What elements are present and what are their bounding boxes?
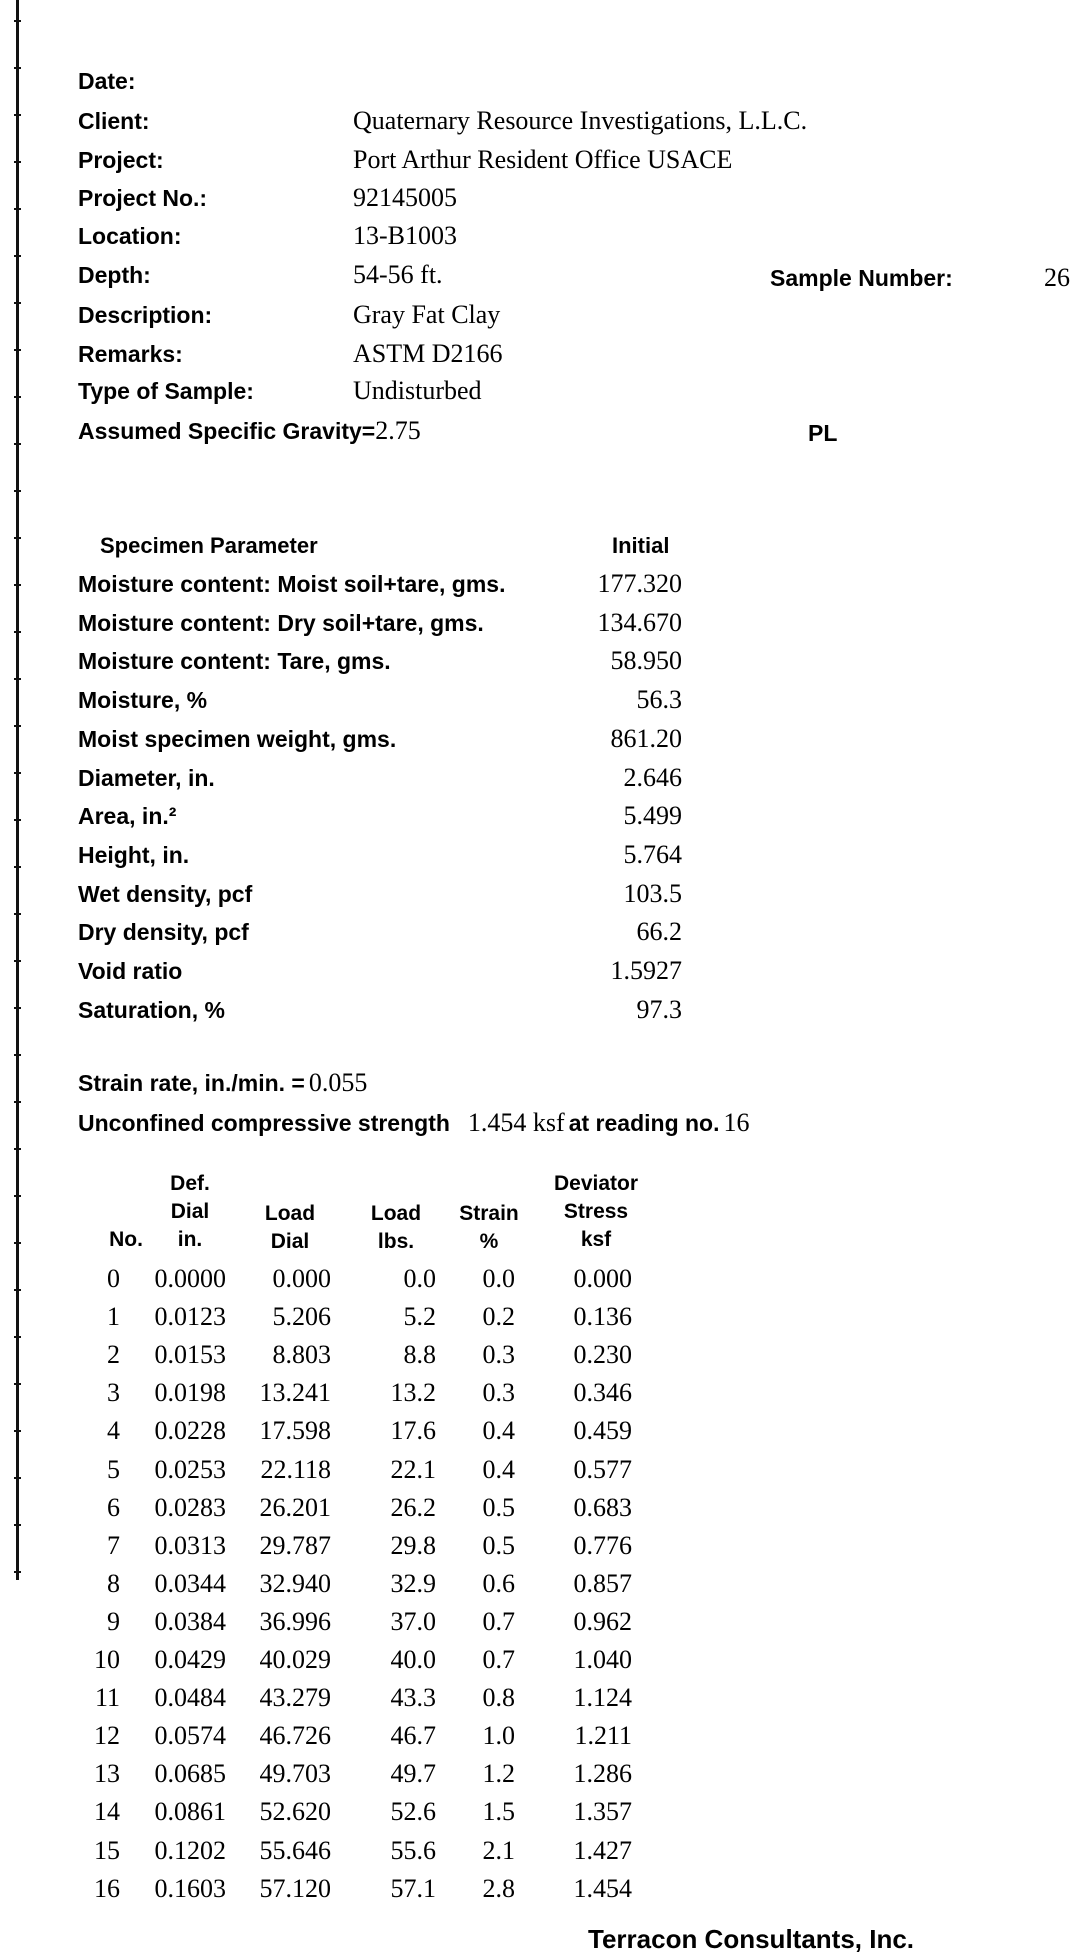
col-header-deviator-1: Deviator [553, 1172, 639, 1195]
scan-edge-tick [14, 349, 21, 351]
load-dial-value: 32.940 [259, 1569, 331, 1598]
depth-value: 54-56 ft. [353, 260, 443, 289]
scan-edge-tick [14, 1336, 21, 1338]
load-dial-value: 17.598 [259, 1416, 331, 1445]
location-value: 13-B1003 [353, 221, 457, 250]
deviator-stress-value: 1.040 [573, 1645, 632, 1674]
load-dial-value: 26.201 [259, 1493, 331, 1522]
col-header-deviator-3: ksf [580, 1228, 612, 1251]
scan-edge-tick [14, 396, 21, 398]
deviator-stress-value: 1.211 [574, 1721, 632, 1750]
project-label: Project: [78, 147, 164, 173]
strain-value: 0.5 [482, 1531, 515, 1560]
scan-edge-tick [14, 960, 21, 962]
specimen-param-label: Moisture content: Tare, gms. [78, 648, 391, 674]
specimen-param-label: Wet density, pcf [78, 881, 253, 907]
def-dial-value: 0.0000 [154, 1264, 226, 1293]
load-lbs-value: 37.0 [390, 1607, 436, 1636]
specimen-param-label: Height, in. [78, 842, 190, 868]
specimen-param-label: Diameter, in. [78, 765, 215, 791]
def-dial-value: 0.0574 [154, 1721, 226, 1750]
load-dial-value: 36.996 [259, 1607, 331, 1636]
description-label: Description: [78, 302, 213, 328]
load-lbs-value: 5.2 [403, 1302, 436, 1331]
def-dial-value: 0.0313 [154, 1531, 226, 1560]
reading-no: 4 [107, 1416, 120, 1445]
scan-edge-tick [14, 725, 21, 727]
load-lbs-value: 13.2 [390, 1378, 436, 1407]
project-value: Port Arthur Resident Office USACE [353, 145, 733, 174]
deviator-stress-value: 0.136 [573, 1302, 632, 1331]
deviator-stress-value: 1.357 [573, 1797, 632, 1826]
ucs-line [78, 1108, 750, 1138]
load-lbs-value: 52.6 [390, 1797, 436, 1826]
strain-value: 0.6 [482, 1569, 515, 1598]
reading-no: 15 [94, 1836, 120, 1865]
strain-value: 0.8 [482, 1683, 515, 1712]
strain-value: 0.4 [482, 1455, 515, 1484]
reading-no: 0 [107, 1264, 120, 1293]
load-lbs-value: 8.8 [403, 1340, 436, 1369]
col-header-deviator-2: Stress [563, 1200, 629, 1223]
scan-edge-tick [14, 114, 21, 116]
load-dial-value: 22.118 [260, 1455, 331, 1484]
load-dial-value: 49.703 [259, 1759, 331, 1788]
specimen-param-value: 5.499 [623, 801, 682, 830]
scan-edge-tick [14, 1242, 21, 1244]
specimen-param-value: 2.646 [623, 763, 682, 792]
strain-value: 0.4 [482, 1416, 515, 1445]
load-dial-value: 29.787 [259, 1531, 331, 1560]
type-of-sample-value: Undisturbed [353, 376, 482, 405]
col-header-strain-1: Strain [459, 1202, 519, 1225]
reading-no: 5 [107, 1455, 120, 1484]
specimen-param-label: Area, in.² [78, 803, 177, 829]
reading-no: 11 [94, 1683, 120, 1712]
load-dial-value: 13.241 [259, 1378, 331, 1407]
deviator-stress-value: 1.286 [573, 1759, 632, 1788]
reading-no: 10 [94, 1645, 120, 1674]
deviator-stress-value: 1.454 [573, 1874, 632, 1903]
reading-label: at reading no. [568, 1110, 720, 1136]
deviator-stress-value: 0.776 [573, 1531, 632, 1560]
deviator-stress-value: 0.962 [573, 1607, 632, 1636]
load-dial-value: 55.646 [259, 1836, 331, 1865]
col-header-def-dial-1: Def. [170, 1172, 210, 1195]
scan-edge-tick [14, 913, 21, 915]
specific-gravity-value: 2.75 [375, 416, 421, 445]
load-lbs-value: 43.3 [390, 1683, 436, 1712]
def-dial-value: 0.1603 [154, 1874, 226, 1903]
scan-edge-tick [14, 208, 21, 210]
scan-edge-tick [14, 490, 21, 492]
date-label: Date: [78, 68, 136, 94]
col-header-load-dial-2: Dial [270, 1230, 310, 1253]
load-dial-value: 5.206 [272, 1302, 331, 1331]
sample-number-value: 26 [1044, 263, 1070, 292]
def-dial-value: 0.0484 [154, 1683, 226, 1712]
scan-edge-tick [14, 1007, 21, 1009]
col-header-load-dial-1: Load [264, 1202, 316, 1225]
strain-rate [78, 1068, 367, 1098]
col-header-strain-2: % [479, 1230, 499, 1253]
specimen-param-label: Void ratio [78, 958, 183, 984]
project-no-label: Project No.: [78, 185, 208, 211]
strain-rate-value: 0.055 [308, 1068, 368, 1097]
scan-edge-tick [14, 1101, 21, 1103]
depth-label: Depth: [78, 262, 151, 288]
load-dial-value: 8.803 [272, 1340, 331, 1369]
scan-edge-tick [14, 819, 21, 821]
load-lbs-value: 55.6 [390, 1836, 436, 1865]
scan-edge-tick [14, 537, 21, 539]
specimen-param-value: 58.950 [610, 646, 682, 675]
scan-edge-tick [14, 1195, 21, 1197]
ucs-label: Unconfined compressive strength [78, 1110, 450, 1136]
load-dial-value: 40.029 [259, 1645, 331, 1674]
scan-edge-tick [14, 866, 21, 868]
def-dial-value: 0.0685 [154, 1759, 226, 1788]
scan-edge-tick [14, 631, 21, 633]
reading-no: 3 [107, 1378, 120, 1407]
scan-edge-tick [14, 20, 21, 22]
specimen-param-value: 1.5927 [610, 956, 682, 985]
strain-value: 1.0 [482, 1721, 515, 1750]
strain-value: 0.0 [482, 1264, 515, 1293]
ucs-value: 1.454 ksf [467, 1108, 565, 1137]
col-header-load-lbs-1: Load [370, 1202, 422, 1225]
load-dial-value: 52.620 [259, 1797, 331, 1826]
deviator-stress-value: 0.000 [573, 1264, 632, 1293]
specific-gravity [78, 416, 421, 446]
scan-edge-tick [14, 1148, 21, 1150]
specimen-param-label: Moisture, % [78, 687, 208, 713]
load-lbs-value: 32.9 [390, 1569, 436, 1598]
specimen-parameter-header: Specimen Parameter [100, 533, 318, 558]
def-dial-value: 0.0228 [154, 1416, 226, 1445]
strain-value: 0.3 [482, 1378, 515, 1407]
strain-value: 0.7 [482, 1607, 515, 1636]
specimen-param-value: 861.20 [610, 724, 682, 753]
scan-edge-tick [14, 443, 21, 445]
reading-no: 9 [107, 1607, 120, 1636]
specimen-param-value: 134.670 [597, 608, 682, 637]
deviator-stress-value: 0.857 [573, 1569, 632, 1598]
reading-no: 16 [94, 1874, 120, 1903]
client-label: Client: [78, 108, 150, 134]
load-lbs-value: 29.8 [390, 1531, 436, 1560]
remarks-value: ASTM D2166 [353, 339, 503, 368]
specific-gravity-label: Assumed Specific Gravity= [78, 418, 376, 444]
specimen-param-label: Moisture content: Moist soil+tare, gms. [78, 571, 506, 597]
strain-value: 1.5 [482, 1797, 515, 1826]
reading-no: 6 [107, 1493, 120, 1522]
col-header-def-dial-3: in. [177, 1228, 203, 1251]
reading-no: 12 [94, 1721, 120, 1750]
specimen-param-value: 97.3 [636, 995, 682, 1024]
deviator-stress-value: 1.427 [573, 1836, 632, 1865]
initial-header: Initial [612, 533, 670, 558]
def-dial-value: 0.0198 [154, 1378, 226, 1407]
deviator-stress-value: 0.459 [573, 1416, 632, 1445]
specimen-param-label: Saturation, % [78, 997, 225, 1023]
specimen-param-label: Moist specimen weight, gms. [78, 726, 397, 752]
def-dial-value: 0.0384 [154, 1607, 226, 1636]
scan-edge-tick [14, 772, 21, 774]
deviator-stress-value: 0.230 [573, 1340, 632, 1369]
def-dial-value: 0.0861 [154, 1797, 226, 1826]
load-dial-value: 43.279 [259, 1683, 331, 1712]
strain-value: 0.7 [482, 1645, 515, 1674]
strain-value: 0.5 [482, 1493, 515, 1522]
load-lbs-value: 46.7 [390, 1721, 436, 1750]
col-header-def-dial-2: Dial [170, 1200, 210, 1223]
scan-edge-tick [14, 584, 21, 586]
load-lbs-value: 49.7 [390, 1759, 436, 1788]
scan-edge-tick [14, 678, 21, 680]
scan-edge-tick [14, 67, 21, 69]
location-label: Location: [78, 223, 182, 249]
strain-value: 1.2 [482, 1759, 515, 1788]
load-lbs-value: 17.6 [390, 1416, 436, 1445]
scan-edge-tick [14, 161, 21, 163]
scan-edge-tick [14, 255, 21, 257]
reading-no: 1 [107, 1302, 120, 1331]
deviator-stress-value: 0.683 [573, 1493, 632, 1522]
description-value: Gray Fat Clay [353, 300, 501, 329]
strain-value: 0.3 [482, 1340, 515, 1369]
def-dial-value: 0.0123 [154, 1302, 226, 1331]
reading-no: 14 [94, 1797, 120, 1826]
sample-number-label: Sample Number: [770, 265, 953, 291]
reading-no: 2 [107, 1340, 120, 1369]
col-header-load-lbs-2: lbs. [377, 1230, 415, 1253]
reading-no: 8 [107, 1569, 120, 1598]
load-lbs-value: 40.0 [390, 1645, 436, 1674]
remarks-label: Remarks: [78, 341, 183, 367]
specimen-param-value: 56.3 [636, 685, 682, 714]
specimen-param-value: 66.2 [636, 917, 682, 946]
type-of-sample-label: Type of Sample: [78, 378, 254, 404]
reading-value: 16 [723, 1108, 750, 1137]
specimen-param-value: 103.5 [623, 879, 682, 908]
def-dial-value: 0.0153 [154, 1340, 226, 1369]
specimen-param-value: 5.764 [623, 840, 682, 869]
def-dial-value: 0.0253 [154, 1455, 226, 1484]
scan-edge-tick [14, 302, 21, 304]
def-dial-value: 0.1202 [154, 1836, 226, 1865]
client-value: Quaternary Resource Investigations, L.L.C. [353, 106, 808, 135]
def-dial-value: 0.0429 [154, 1645, 226, 1674]
specimen-param-value: 177.320 [597, 569, 682, 598]
load-lbs-value: 57.1 [390, 1874, 436, 1903]
strain-rate-label: Strain rate, in./min. = [78, 1070, 305, 1096]
strain-value: 0.2 [482, 1302, 515, 1331]
deviator-stress-value: 0.346 [573, 1378, 632, 1407]
load-dial-value: 57.120 [259, 1874, 331, 1903]
load-lbs-value: 22.1 [390, 1455, 436, 1484]
col-header-no: No. [109, 1228, 143, 1251]
def-dial-value: 0.0344 [154, 1569, 226, 1598]
strain-value: 2.1 [482, 1836, 515, 1865]
load-dial-value: 0.000 [272, 1264, 331, 1293]
load-lbs-value: 0.0 [403, 1264, 436, 1293]
load-dial-value: 46.726 [259, 1721, 331, 1750]
specimen-param-label: Moisture content: Dry soil+tare, gms. [78, 610, 484, 636]
strain-value: 2.8 [482, 1874, 515, 1903]
def-dial-value: 0.0283 [154, 1493, 226, 1522]
pl-label: PL [808, 420, 838, 446]
specimen-param-label: Dry density, pcf [78, 919, 249, 945]
reading-no: 13 [94, 1759, 120, 1788]
deviator-stress-value: 0.577 [573, 1455, 632, 1484]
reading-no: 7 [107, 1531, 120, 1560]
scan-edge-tick [14, 1054, 21, 1056]
deviator-stress-value: 1.124 [573, 1683, 632, 1712]
scan-edge-tick [14, 1524, 21, 1526]
project-no-value: 92145005 [353, 183, 457, 212]
company-footer: Terracon Consultants, Inc. [588, 1924, 915, 1954]
load-lbs-value: 26.2 [390, 1493, 436, 1522]
